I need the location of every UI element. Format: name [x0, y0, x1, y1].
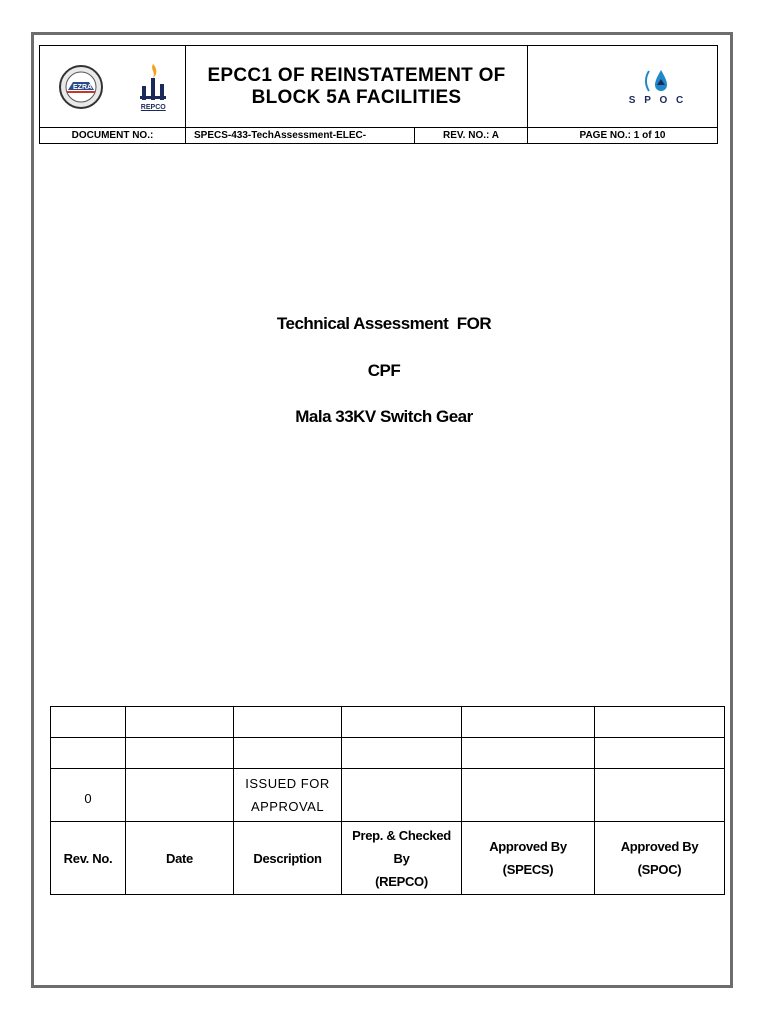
description-cell [234, 738, 342, 769]
rev-no-header: Rev. No. [51, 822, 126, 895]
approved-specs-header: Approved By (SPECS) [462, 822, 595, 895]
approved-spoc-cell [595, 769, 725, 822]
document-title-line2: BLOCK 5A FACILITIES [251, 86, 462, 108]
page-no: PAGE NO.: 1 of 10 [528, 128, 718, 144]
date-cell [126, 738, 234, 769]
revision-row [51, 707, 725, 738]
document-title-line1: EPCC1 OF REINSTATEMENT OF [207, 64, 506, 86]
approved-specs-cell [462, 769, 595, 822]
approved-spoc-header: Approved By (SPOC) [595, 822, 725, 895]
company-logos-cell [40, 46, 186, 128]
description-cell: ISSUED FOR APPROVAL [234, 769, 342, 822]
revision-table [50, 706, 725, 895]
rev-no-cell [51, 707, 126, 738]
rev-no: REV. NO.: A [415, 128, 528, 144]
document-no-value: SPECS-433-TechAssessment-ELEC- [186, 128, 415, 144]
rev-no-cell [51, 738, 126, 769]
rev-no-cell: 0 [51, 769, 126, 822]
ezra-construction-logo [55, 63, 107, 111]
assessment-title: Technical Assessment FOR [276, 314, 492, 333]
prepared-cell [342, 769, 462, 822]
date-cell [126, 707, 234, 738]
spoc-logo [629, 67, 687, 106]
revision-row [51, 769, 725, 822]
date-header: Date [126, 822, 234, 895]
spoc-label: S P O C [628, 95, 687, 106]
repco-derrick-icon [136, 62, 170, 104]
svg-text:EZRA: EZRA [72, 83, 92, 91]
document-no-label: DOCUMENT NO.: [40, 128, 186, 144]
spoc-logo-cell [528, 46, 718, 128]
approved-specs-cell [462, 738, 595, 769]
document-title-cell [186, 46, 528, 128]
approved-spoc-cell [595, 738, 725, 769]
repco-logo [136, 62, 170, 111]
date-cell [126, 769, 234, 822]
assessment-subject: CPF [367, 361, 401, 380]
assessment-equipment: Mala 33KV Switch Gear [295, 407, 473, 426]
revision-row [51, 738, 725, 769]
approved-spoc-cell [595, 707, 725, 738]
document-header [39, 45, 718, 144]
repco-label: REPCO [140, 104, 166, 111]
description-cell [234, 707, 342, 738]
spoc-drop-icon [643, 67, 673, 95]
description-header: Description [234, 822, 342, 895]
prepared-cell [342, 707, 462, 738]
approved-specs-cell [462, 707, 595, 738]
revision-header-row [51, 822, 725, 895]
prepared-cell [342, 738, 462, 769]
prepared-checked-header: Prep. & Checked By (REPCO) [342, 822, 462, 895]
